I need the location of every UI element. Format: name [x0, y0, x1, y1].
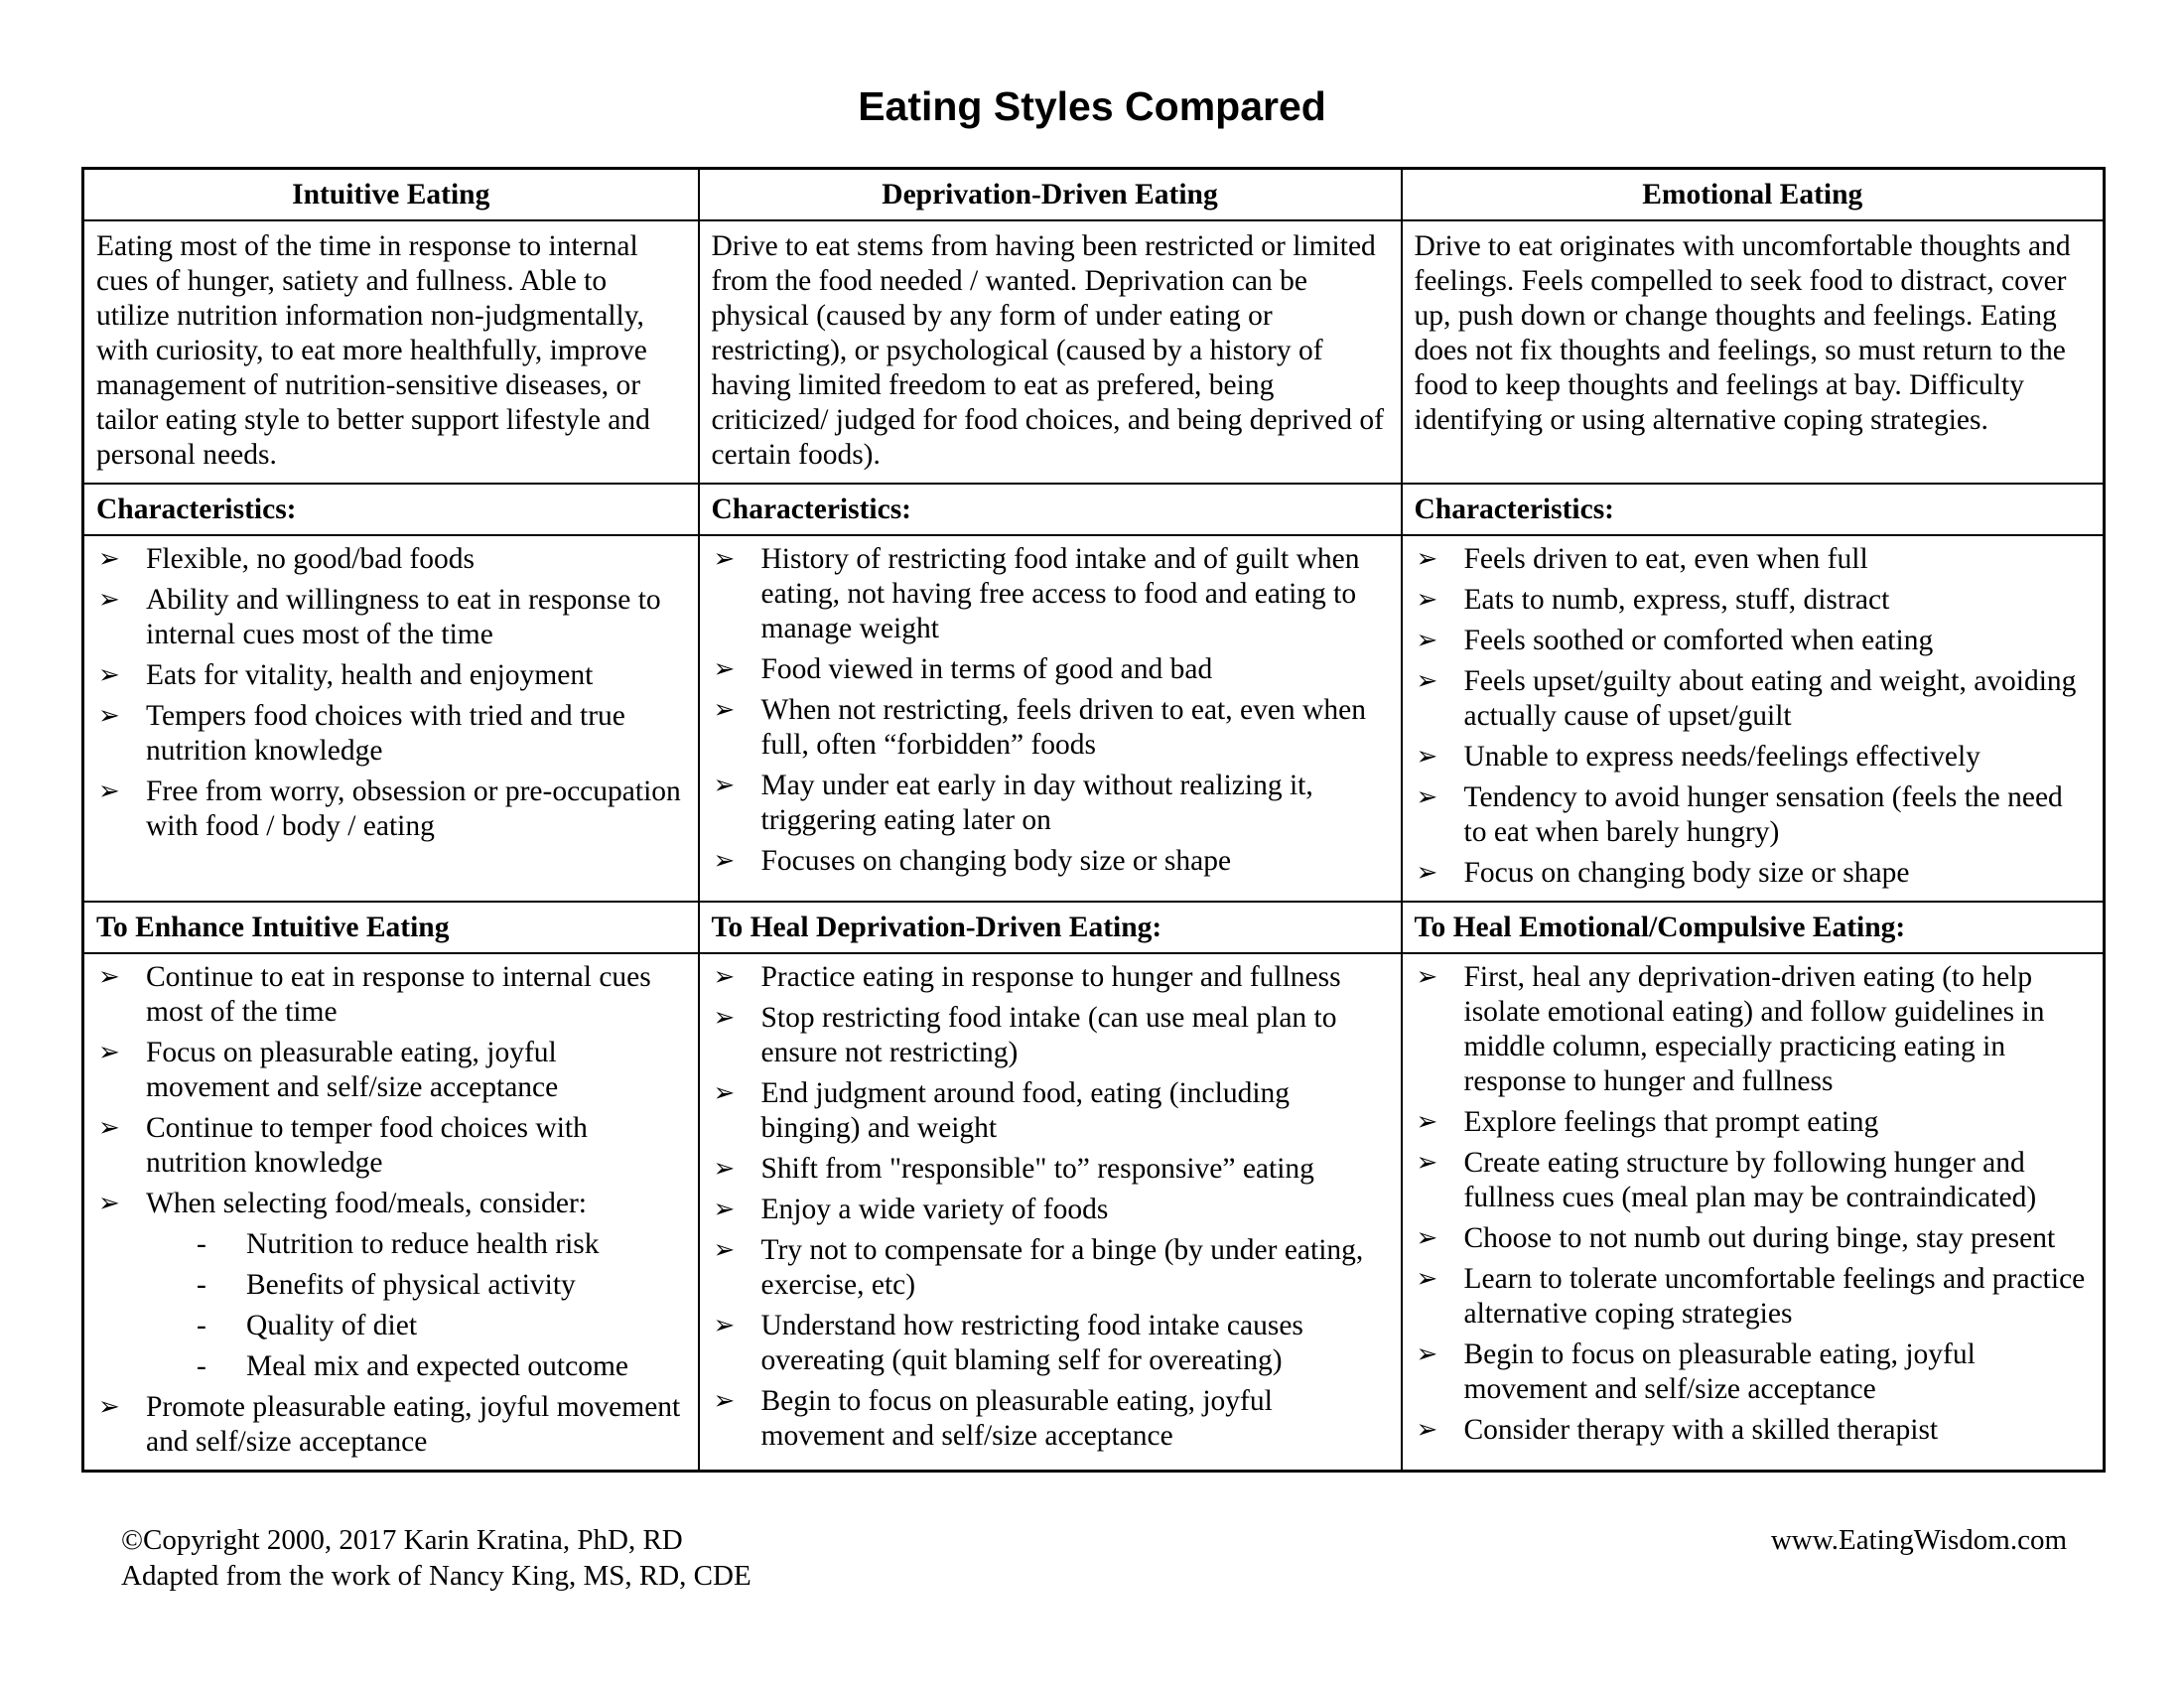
arrow-bullet-icon: ➢: [713, 1154, 736, 1184]
website-text: www.EatingWisdom.com: [1770, 1524, 2067, 1556]
copyright-text: ©Copyright 2000, 2017 Karin Kratina, PhD, RD: [121, 1524, 683, 1556]
list-item: [1415, 1262, 2092, 1332]
list-item: [1415, 740, 2092, 774]
arrow-bullet-icon: ➢: [1416, 858, 1438, 888]
list-item: [1415, 960, 2092, 1099]
dash-bullet-icon: -: [197, 1269, 206, 1301]
list-item: [96, 699, 686, 769]
list-item: [96, 542, 686, 577]
footer-credits: [121, 1522, 751, 1594]
arrow-bullet-icon: ➢: [98, 1038, 120, 1067]
column-heading-intuitive: Intuitive Eating: [83, 169, 699, 221]
list-item: [1415, 1413, 2092, 1448]
adapted-from-text: Adapted from the work of Nancy King, MS, RD, CDE: [121, 1560, 751, 1592]
description-emotional: Drive to eat originates with uncomfortable thoughts and feelings. Feels compelled to seek food to distract, cover up, push down or change thoughts and feelings. Eating does not fix thoughts and feelings, so must return to the food to keep thoughts and feelings at bay. Difficulty identifying or using alternative coping strategies.: [1402, 220, 2105, 484]
arrow-bullet-icon: ➢: [1416, 1415, 1438, 1445]
arrow-bullet-icon: ➢: [713, 695, 736, 725]
arrow-bullet-icon: ➢: [1416, 1107, 1438, 1137]
list-item-text: Try not to compensate for a binge (by under eating, exercise, etc): [760, 1234, 1364, 1301]
arrow-bullet-icon: ➢: [713, 1078, 736, 1108]
list-item-text: Feels driven to eat, even when full: [1463, 543, 1868, 575]
arrow-bullet-icon: ➢: [713, 1235, 736, 1265]
arrow-bullet-icon: ➢: [713, 846, 736, 876]
list-item-text: Tendency to avoid hunger sensation (feels the need to eat when barely hungry): [1463, 781, 2063, 848]
arrow-bullet-icon: ➢: [713, 544, 736, 574]
arrow-bullet-icon: ➢: [98, 660, 120, 690]
list-item-text: Tempers food choices with tried and true nutrition knowledge: [146, 700, 625, 767]
arrow-bullet-icon: ➢: [98, 776, 120, 806]
list-item: [96, 960, 686, 1030]
footer-website: [1771, 1522, 2067, 1558]
arrow-bullet-icon: ➢: [713, 1195, 736, 1224]
list-item: [1415, 1105, 2092, 1140]
list-item-text: Continue to eat in response to internal cues most of the time: [146, 961, 651, 1028]
list-item: [712, 960, 1389, 995]
characteristics-label-row: [83, 484, 2105, 535]
actions-label-row: [83, 902, 2105, 953]
list-item-text: Stop restricting food intake (can use meal plan to ensure not restricting): [760, 1002, 1337, 1068]
characteristics-list-deprivation: [712, 542, 1389, 879]
sub-list-item-text: Nutrition to reduce health risk: [246, 1228, 600, 1260]
list-item-text: Begin to focus on pleasurable eating, joyful movement and self/size acceptance: [760, 1385, 1273, 1452]
list-item: [712, 844, 1389, 879]
list-item-text: Eats to numb, express, stuff, distract: [1463, 584, 1890, 616]
list-item: [96, 1390, 686, 1460]
list-item-text: Focus on changing body size or shape: [1463, 857, 1910, 889]
list-item: [96, 1111, 686, 1181]
characteristics-list-intuitive: [96, 542, 686, 844]
arrow-bullet-icon: ➢: [1416, 962, 1438, 992]
list-item: [712, 1076, 1389, 1146]
actions-label-intuitive: To Enhance Intuitive Eating: [83, 902, 699, 953]
arrow-bullet-icon: ➢: [713, 1386, 736, 1416]
list-item: [96, 1187, 686, 1384]
actions-list-deprivation: [712, 960, 1389, 1454]
list-item: [96, 1036, 686, 1105]
arrow-bullet-icon: ➢: [1416, 1223, 1438, 1253]
actions-row: [83, 953, 2105, 1472]
sub-list-item: [146, 1309, 686, 1343]
actions-list-intuitive: [96, 960, 686, 1460]
list-item-text: First, heal any deprivation-driven eating (to help isolate emotional eating) and follow guidelines in middle column, especially practicing eating in response to hunger and fullness: [1463, 961, 2045, 1097]
list-item-text: May under eat early in day without realizing it, triggering eating later on: [760, 770, 1313, 836]
list-item: [712, 542, 1389, 646]
arrow-bullet-icon: ➢: [713, 1003, 736, 1033]
list-item: [1415, 780, 2092, 850]
arrow-bullet-icon: ➢: [98, 1189, 120, 1218]
arrow-bullet-icon: ➢: [1416, 585, 1438, 615]
list-item: [712, 652, 1389, 687]
list-item: [712, 1309, 1389, 1378]
list-item-text: Practice eating in response to hunger and fullness: [760, 961, 1341, 993]
list-item: [96, 774, 686, 844]
list-item-text: Continue to temper food choices with nutrition knowledge: [146, 1112, 588, 1179]
description-row: [83, 220, 2105, 484]
list-item-text: Shift from "responsible" to” responsive” eating: [760, 1153, 1314, 1185]
column-heading-emotional: Emotional Eating: [1402, 169, 2105, 221]
sub-list-item: [146, 1268, 686, 1303]
dash-bullet-icon: -: [197, 1310, 206, 1341]
list-item-text: Flexible, no good/bad foods: [146, 543, 476, 575]
description-deprivation: Drive to eat stems from having been restricted or limited from the food needed / wanted. Deprivation can be physical (caused by any form of under eating or restricting), or psychological (caused by a history of having limited freedom to eat as prefered, being criticized/ judged for food choices, and being deprived of certain foods).: [699, 220, 1402, 484]
list-item-text: Food viewed in terms of good and bad: [760, 653, 1213, 685]
arrow-bullet-icon: ➢: [98, 701, 120, 731]
list-item-text: Free from worry, obsession or pre-occupation with food / body / eating: [146, 775, 681, 842]
list-item-text: Feels upset/guilty about eating and weight, avoiding actually cause of upset/guilt: [1463, 665, 2077, 732]
arrow-bullet-icon: ➢: [98, 544, 120, 574]
arrow-bullet-icon: ➢: [713, 771, 736, 800]
list-item: [1415, 583, 2092, 618]
actions-label-deprivation: To Heal Deprivation-Driven Eating:: [699, 902, 1402, 953]
characteristics-list-emotional: [1415, 542, 2092, 891]
arrow-bullet-icon: ➢: [98, 1392, 120, 1422]
list-item-text: Unable to express needs/feelings effectively: [1463, 741, 1980, 773]
list-item-text: Focus on pleasurable eating, joyful movement and self/size acceptance: [146, 1037, 559, 1103]
list-item-text: Focuses on changing body size or shape: [760, 845, 1232, 877]
list-item: [712, 693, 1389, 763]
list-item-text: Begin to focus on pleasurable eating, joyful movement and self/size acceptance: [1463, 1338, 1976, 1405]
column-heading-deprivation: Deprivation-Driven Eating: [699, 169, 1402, 221]
characteristics-label: Characteristics:: [83, 484, 699, 535]
sub-list-item: [146, 1349, 686, 1384]
list-item-text: When not restricting, feels driven to eat, even when full, often “forbidden” foods: [760, 694, 1366, 761]
list-item: [712, 1152, 1389, 1187]
arrow-bullet-icon: ➢: [1416, 1264, 1438, 1294]
arrow-bullet-icon: ➢: [1416, 742, 1438, 772]
sub-list-item-text: Meal mix and expected outcome: [246, 1350, 628, 1382]
list-item: [1415, 1221, 2092, 1256]
list-item-text: Create eating structure by following hunger and fullness cues (meal plan may be contraindicated): [1463, 1147, 2037, 1213]
arrow-bullet-icon: ➢: [98, 962, 120, 992]
list-item: [1415, 1146, 2092, 1215]
actions-label-emotional: To Heal Emotional/Compulsive Eating:: [1402, 902, 2105, 953]
column-header-row: [83, 169, 2105, 221]
list-item: [96, 583, 686, 652]
list-item-text: Explore feelings that prompt eating: [1463, 1106, 1879, 1138]
list-item: [712, 1001, 1389, 1070]
dash-bullet-icon: -: [197, 1228, 206, 1260]
arrow-bullet-icon: ➢: [1416, 782, 1438, 812]
sub-list-item: [146, 1227, 686, 1262]
arrow-bullet-icon: ➢: [713, 654, 736, 684]
arrow-bullet-icon: ➢: [98, 1113, 120, 1143]
list-item-text: Feels soothed or comforted when eating: [1463, 625, 1934, 656]
arrow-bullet-icon: ➢: [1416, 1148, 1438, 1178]
sub-list-item-text: Benefits of physical activity: [246, 1269, 576, 1301]
arrow-bullet-icon: ➢: [1416, 1339, 1438, 1369]
actions-list-emotional: [1415, 960, 2092, 1448]
characteristics-row: [83, 535, 2105, 902]
arrow-bullet-icon: ➢: [1416, 544, 1438, 574]
list-item: [1415, 624, 2092, 658]
arrow-bullet-icon: ➢: [98, 585, 120, 615]
arrow-bullet-icon: ➢: [1416, 666, 1438, 696]
characteristics-label: Characteristics:: [699, 484, 1402, 535]
list-item: [1415, 542, 2092, 577]
comparison-table: [81, 167, 2106, 1473]
list-item: [712, 1193, 1389, 1227]
arrow-bullet-icon: ➢: [713, 962, 736, 992]
list-item-text: Eats for vitality, health and enjoyment: [146, 659, 594, 691]
list-item: [1415, 856, 2092, 891]
list-item: [712, 769, 1389, 838]
arrow-bullet-icon: ➢: [713, 1311, 736, 1340]
list-item-text: When selecting food/meals, consider:: [146, 1188, 587, 1219]
list-item-text: Choose to not numb out during binge, stay present: [1463, 1222, 2056, 1254]
list-item-text: Promote pleasurable eating, joyful movement and self/size acceptance: [146, 1391, 681, 1458]
sub-list: [146, 1227, 686, 1384]
list-item: [712, 1384, 1389, 1454]
dash-bullet-icon: -: [197, 1350, 206, 1382]
list-item: [96, 658, 686, 693]
list-item-text: History of restricting food intake and of guilt when eating, not having free access to food and eating to manage weight: [760, 543, 1360, 644]
description-intuitive: Eating most of the time in response to internal cues of hunger, satiety and fullness. Able to utilize nutrition information non-judgmentally, with curiosity, to eat more healthfully, improve management of nutrition-sensitive diseases, or tailor eating style to better support lifestyle and personal needs.: [83, 220, 699, 484]
list-item-text: Enjoy a wide variety of foods: [760, 1194, 1109, 1225]
list-item-text: Learn to tolerate uncomfortable feelings and practice alternative coping strategies: [1463, 1263, 2086, 1330]
list-item: [712, 1233, 1389, 1303]
list-item-text: Consider therapy with a skilled therapist: [1463, 1414, 1939, 1446]
page-title: Eating Styles Compared: [858, 83, 1326, 129]
list-item-text: End judgment around food, eating (including binging) and weight: [760, 1077, 1291, 1144]
characteristics-label: Characteristics:: [1402, 484, 2105, 535]
list-item: [1415, 664, 2092, 734]
list-item: [1415, 1337, 2092, 1407]
list-item-text: Understand how restricting food intake causes overeating (quit blaming self for overeating): [760, 1310, 1303, 1376]
arrow-bullet-icon: ➢: [1416, 626, 1438, 655]
sub-list-item-text: Quality of diet: [246, 1310, 418, 1341]
list-item-text: Ability and willingness to eat in response to internal cues most of the time: [146, 584, 661, 650]
